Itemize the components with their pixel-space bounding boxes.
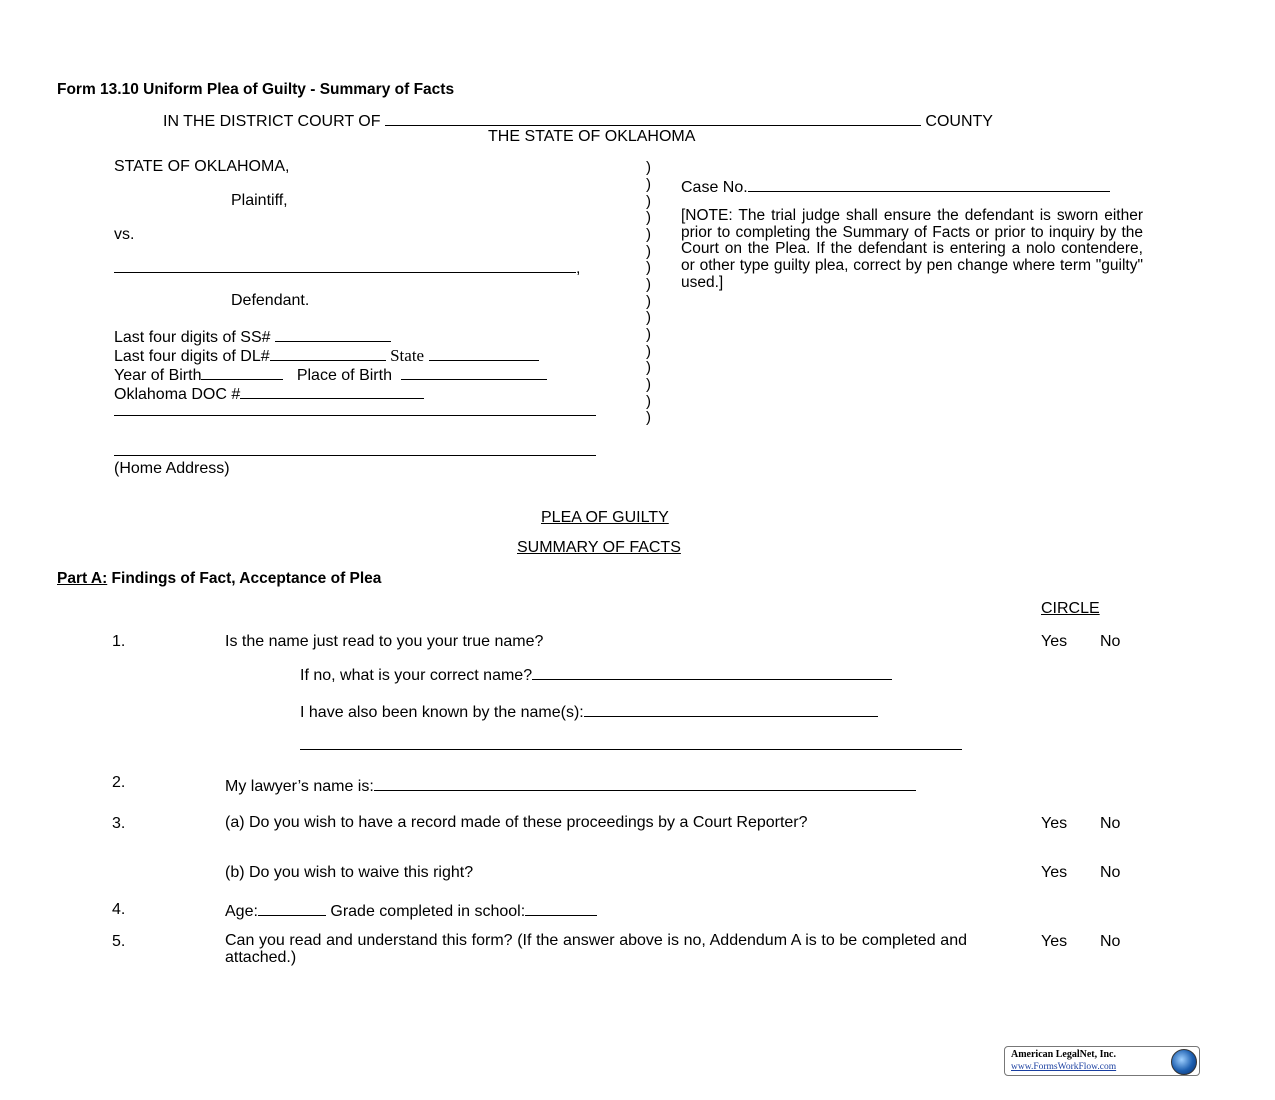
- part-a-title: Findings of Fact, Acceptance of Plea: [107, 570, 382, 587]
- circle-heading: CIRCLE: [1041, 600, 1100, 617]
- q4-age-label: Age:: [225, 903, 258, 920]
- caption-paren: ): [646, 359, 651, 376]
- part-a-heading: [57, 570, 381, 588]
- caption-paren: ): [646, 176, 651, 193]
- q5-text: Can you read and understand this form? (If the answer above is no, Addendum A is to be completed and attached.): [225, 932, 967, 966]
- dl-state-field[interactable]: [429, 346, 539, 361]
- q1-aliases-field[interactable]: [584, 702, 878, 717]
- plaintiff-party: STATE OF OKLAHOMA,: [114, 158, 290, 175]
- pob-field[interactable]: [401, 365, 547, 380]
- home-address-field-1[interactable]: [114, 401, 596, 416]
- globe-icon: [1171, 1049, 1197, 1075]
- caption-paren: ): [646, 393, 651, 410]
- defendant-label: Defendant.: [231, 292, 310, 309]
- case-no-label: Case No.: [681, 179, 748, 196]
- caption-paren: ): [646, 193, 651, 210]
- caption-paren: ): [646, 409, 651, 426]
- q3b-text: (b) Do you wish to waive this right?: [225, 864, 474, 881]
- dl-field[interactable]: [270, 346, 386, 361]
- q3-number: 3.: [112, 815, 126, 832]
- q5-no-option[interactable]: No: [1100, 933, 1121, 950]
- court-suffix: COUNTY: [925, 113, 993, 130]
- doc-field[interactable]: [240, 384, 424, 399]
- yob-label: Year of Birth: [114, 367, 202, 384]
- q2-number: 2.: [112, 774, 126, 791]
- q3a-no-option[interactable]: No: [1100, 815, 1121, 832]
- home-address-line-2: [114, 441, 596, 461]
- q5-number: 5.: [112, 933, 126, 950]
- defendant-name-field[interactable]: [114, 258, 576, 273]
- part-a-label: Part A:: [57, 570, 108, 587]
- birth-row: [114, 365, 547, 385]
- dl-label: Last four digits of DL#: [114, 348, 270, 365]
- logo-company-name: American LegalNet, Inc.: [1011, 1049, 1116, 1060]
- q1-no-option[interactable]: No: [1100, 633, 1121, 650]
- q1-aliases-row-2: [300, 735, 962, 755]
- summary-heading: SUMMARY OF FACTS: [517, 539, 681, 556]
- q1-correct-name-field[interactable]: [532, 665, 892, 680]
- q1-correct-name-label: If no, what is your correct name?: [300, 667, 533, 684]
- caption-paren: ): [646, 259, 651, 276]
- q2-row: [225, 776, 916, 796]
- american-legalnet-logo[interactable]: [1004, 1046, 1200, 1076]
- q4-grade-field[interactable]: [525, 901, 597, 916]
- case-no-field[interactable]: [748, 177, 1110, 192]
- plea-heading: PLEA OF GUILTY: [541, 509, 669, 526]
- q1-number: 1.: [112, 633, 126, 650]
- caption-paren: ): [646, 309, 651, 326]
- home-address-line-1: [114, 401, 596, 421]
- q3b-yes-option[interactable]: Yes: [1041, 864, 1068, 881]
- pob-label: Place of Birth: [296, 367, 392, 384]
- q1-aliases-label: I have also been known by the name(s):: [300, 704, 584, 721]
- plaintiff-label: Plaintiff,: [231, 192, 288, 209]
- state-line: THE STATE OF OKLAHOMA: [488, 128, 696, 145]
- caption-paren: ): [646, 243, 651, 260]
- ss-label: Last four digits of SS#: [114, 329, 271, 346]
- q5-yes-option[interactable]: Yes: [1041, 933, 1068, 950]
- caption-paren: ): [646, 159, 651, 176]
- q3a-text: (a) Do you wish to have a record made of these proceedings by a Court Reporter?: [225, 814, 808, 831]
- caption-paren: ): [646, 276, 651, 293]
- q1-correct-name-row: [300, 665, 892, 685]
- q3a-yes-option[interactable]: Yes: [1041, 815, 1068, 832]
- q4-age-field[interactable]: [258, 901, 326, 916]
- caption-paren: ): [646, 226, 651, 243]
- dl-state-label: State: [390, 346, 425, 365]
- form-title: Form 13.10 Uniform Plea of Guilty - Summary of Facts: [57, 81, 455, 98]
- vs-label: vs.: [114, 226, 135, 243]
- defendant-comma: ,: [576, 260, 581, 277]
- q3b-no-option[interactable]: No: [1100, 864, 1121, 881]
- defendant-name-line: [114, 258, 580, 278]
- q2-lawyer-field[interactable]: [374, 776, 916, 791]
- q1-text: Is the name just read to you your true name?: [225, 633, 544, 650]
- yob-field[interactable]: [201, 365, 283, 380]
- caption-paren: ): [646, 376, 651, 393]
- q4-grade-label: Grade completed in school:: [330, 903, 526, 920]
- caption-paren: ): [646, 326, 651, 343]
- q2-label: My lawyer’s name is:: [225, 778, 374, 795]
- q1-yes-option[interactable]: Yes: [1041, 633, 1068, 650]
- home-address-field-2[interactable]: [114, 441, 596, 456]
- q4-row: [225, 901, 597, 921]
- caption-paren: ): [646, 343, 651, 360]
- q4-number: 4.: [112, 901, 126, 918]
- q1-aliases-row: [300, 702, 878, 722]
- court-prefix: IN THE DISTRICT COURT OF: [163, 113, 381, 130]
- case-no-row: [681, 177, 1110, 197]
- caption-paren: ): [646, 293, 651, 310]
- logo-url-link[interactable]: www.FormsWorkFlow.com: [1011, 1062, 1117, 1072]
- ss-field[interactable]: [275, 327, 391, 342]
- q1-aliases-field-2[interactable]: [300, 735, 962, 750]
- dl-row: [114, 346, 539, 366]
- doc-label: Oklahoma DOC #: [114, 386, 241, 403]
- home-address-label: (Home Address): [114, 460, 230, 477]
- county-field[interactable]: [385, 111, 921, 126]
- caption-paren: ): [646, 209, 651, 226]
- ss-row: [114, 327, 391, 347]
- trial-judge-note: [NOTE: The trial judge shall ensure the defendant is sworn either prior to completing the Summary of Facts or prior to inquiry by the Court on the Plea. If the defendant is entering a nolo contendere, or other type guilty plea, correct by pen change where term "guilty" used.]: [681, 207, 1143, 291]
